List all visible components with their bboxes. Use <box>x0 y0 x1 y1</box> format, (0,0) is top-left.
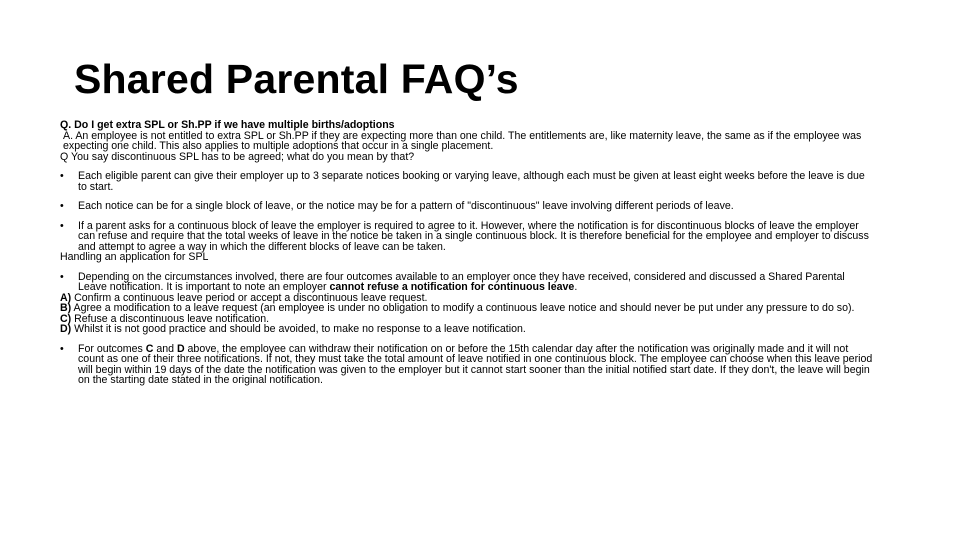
bullet-text: Each notice can be for a single block of leave, or the notice may be for a pattern of "discontinuous" leave involving different periods of leave. <box>78 200 734 212</box>
bullet-item <box>60 272 875 293</box>
bold-emphasis: cannot refuse a notification for continuous leave <box>329 281 575 293</box>
outcome-ref-c: C <box>145 342 154 355</box>
bullet-text: Depending on the circumstances involved, there are four outcomes available to an employer once they have received, considered and discussed a Shared Parental Leave notification. It is important to note an employer <box>78 270 845 293</box>
bullet-text: For outcomes <box>78 342 146 355</box>
bullet-text: Each eligible parent can give their employer up to 3 separate notices booking or varying leave, although each must be given at least eight weeks before the leave is due to start. <box>78 170 865 193</box>
outcome-text: Refuse a discontinuous leave notification. <box>71 312 270 325</box>
question-1: Q. Do I get extra SPL or Sh.PP if we have multiple births/adoptions <box>60 119 395 131</box>
handling-bullets <box>60 272 875 293</box>
outcome-d <box>60 324 875 335</box>
slide-body <box>60 120 875 386</box>
bullet-item <box>60 344 875 386</box>
bullet-text: above, the employee can withdraw their notification on or before the 15th calendar day after the notification was originally made and it will not count as one of their three notifications. If not, they must take the total amount of leave notified in one continuous block. The employee can choose when this leave period will begin within 19 days of the date the notification was given to the employer but it cannot start sooner than the initial notified start date. If they don't, the leave will begin on the starting date stated in the original notification. <box>78 342 873 386</box>
outcome-label: C) <box>60 312 72 325</box>
outcome-label: B) <box>60 302 72 314</box>
outcome-label: D) <box>60 323 72 335</box>
bullet-glyph: • <box>60 219 64 232</box>
handling-heading: Handling an application for SPL <box>60 251 209 263</box>
bullet-glyph: • <box>60 200 64 212</box>
bullet-text-end: . <box>574 281 578 293</box>
outcome-text: Agree a modification to a leave request (an employee is under no obligation to modify a continuous leave notice and should never be put under any pressure to do so). <box>71 302 855 314</box>
outcome-ref-d: D <box>176 342 185 355</box>
bullet-item <box>60 201 875 212</box>
answer-1: A. An employee is not entitled to extra SPL or Sh.PP if they are expecting more than one child. The entitlements are, like maternity leave, the same as if the employee was expecting one child. This also applies to multiple adoptions that occur in a single placement. <box>63 129 862 152</box>
bullet-item <box>60 171 875 192</box>
bullet-glyph: • <box>60 170 64 182</box>
final-bullets <box>60 344 875 386</box>
bullet-glyph: • <box>60 342 64 355</box>
bullet-text: and <box>153 342 177 355</box>
outcome-text: Whilst it is not good practice and should be avoided, to make no response to a leave notification. <box>71 323 526 335</box>
outcome-text: Confirm a continuous leave period or accept a discontinuous leave request. <box>71 291 428 304</box>
bullet-item <box>60 221 875 253</box>
question-2-bullets <box>60 171 875 252</box>
bullet-glyph: • <box>60 270 64 283</box>
question-2: Q You say discontinuous SPL has to be agreed; what do you mean by that? <box>60 150 415 163</box>
slide-title: Shared Parental FAQ’s <box>74 56 519 102</box>
outcome-label: A) <box>60 291 72 304</box>
bullet-text: If a parent asks for a continuous block of leave the employer is required to agree to it. However, where the notification is for discontinuous blocks of leave the employer can refuse and require that the total weeks of leave in the notice be taken in a single continuous block. It is therefore beneficial for the employee and employer to discuss and attempt to agree a way in which the different blocks of leave can be taken. <box>78 219 869 253</box>
